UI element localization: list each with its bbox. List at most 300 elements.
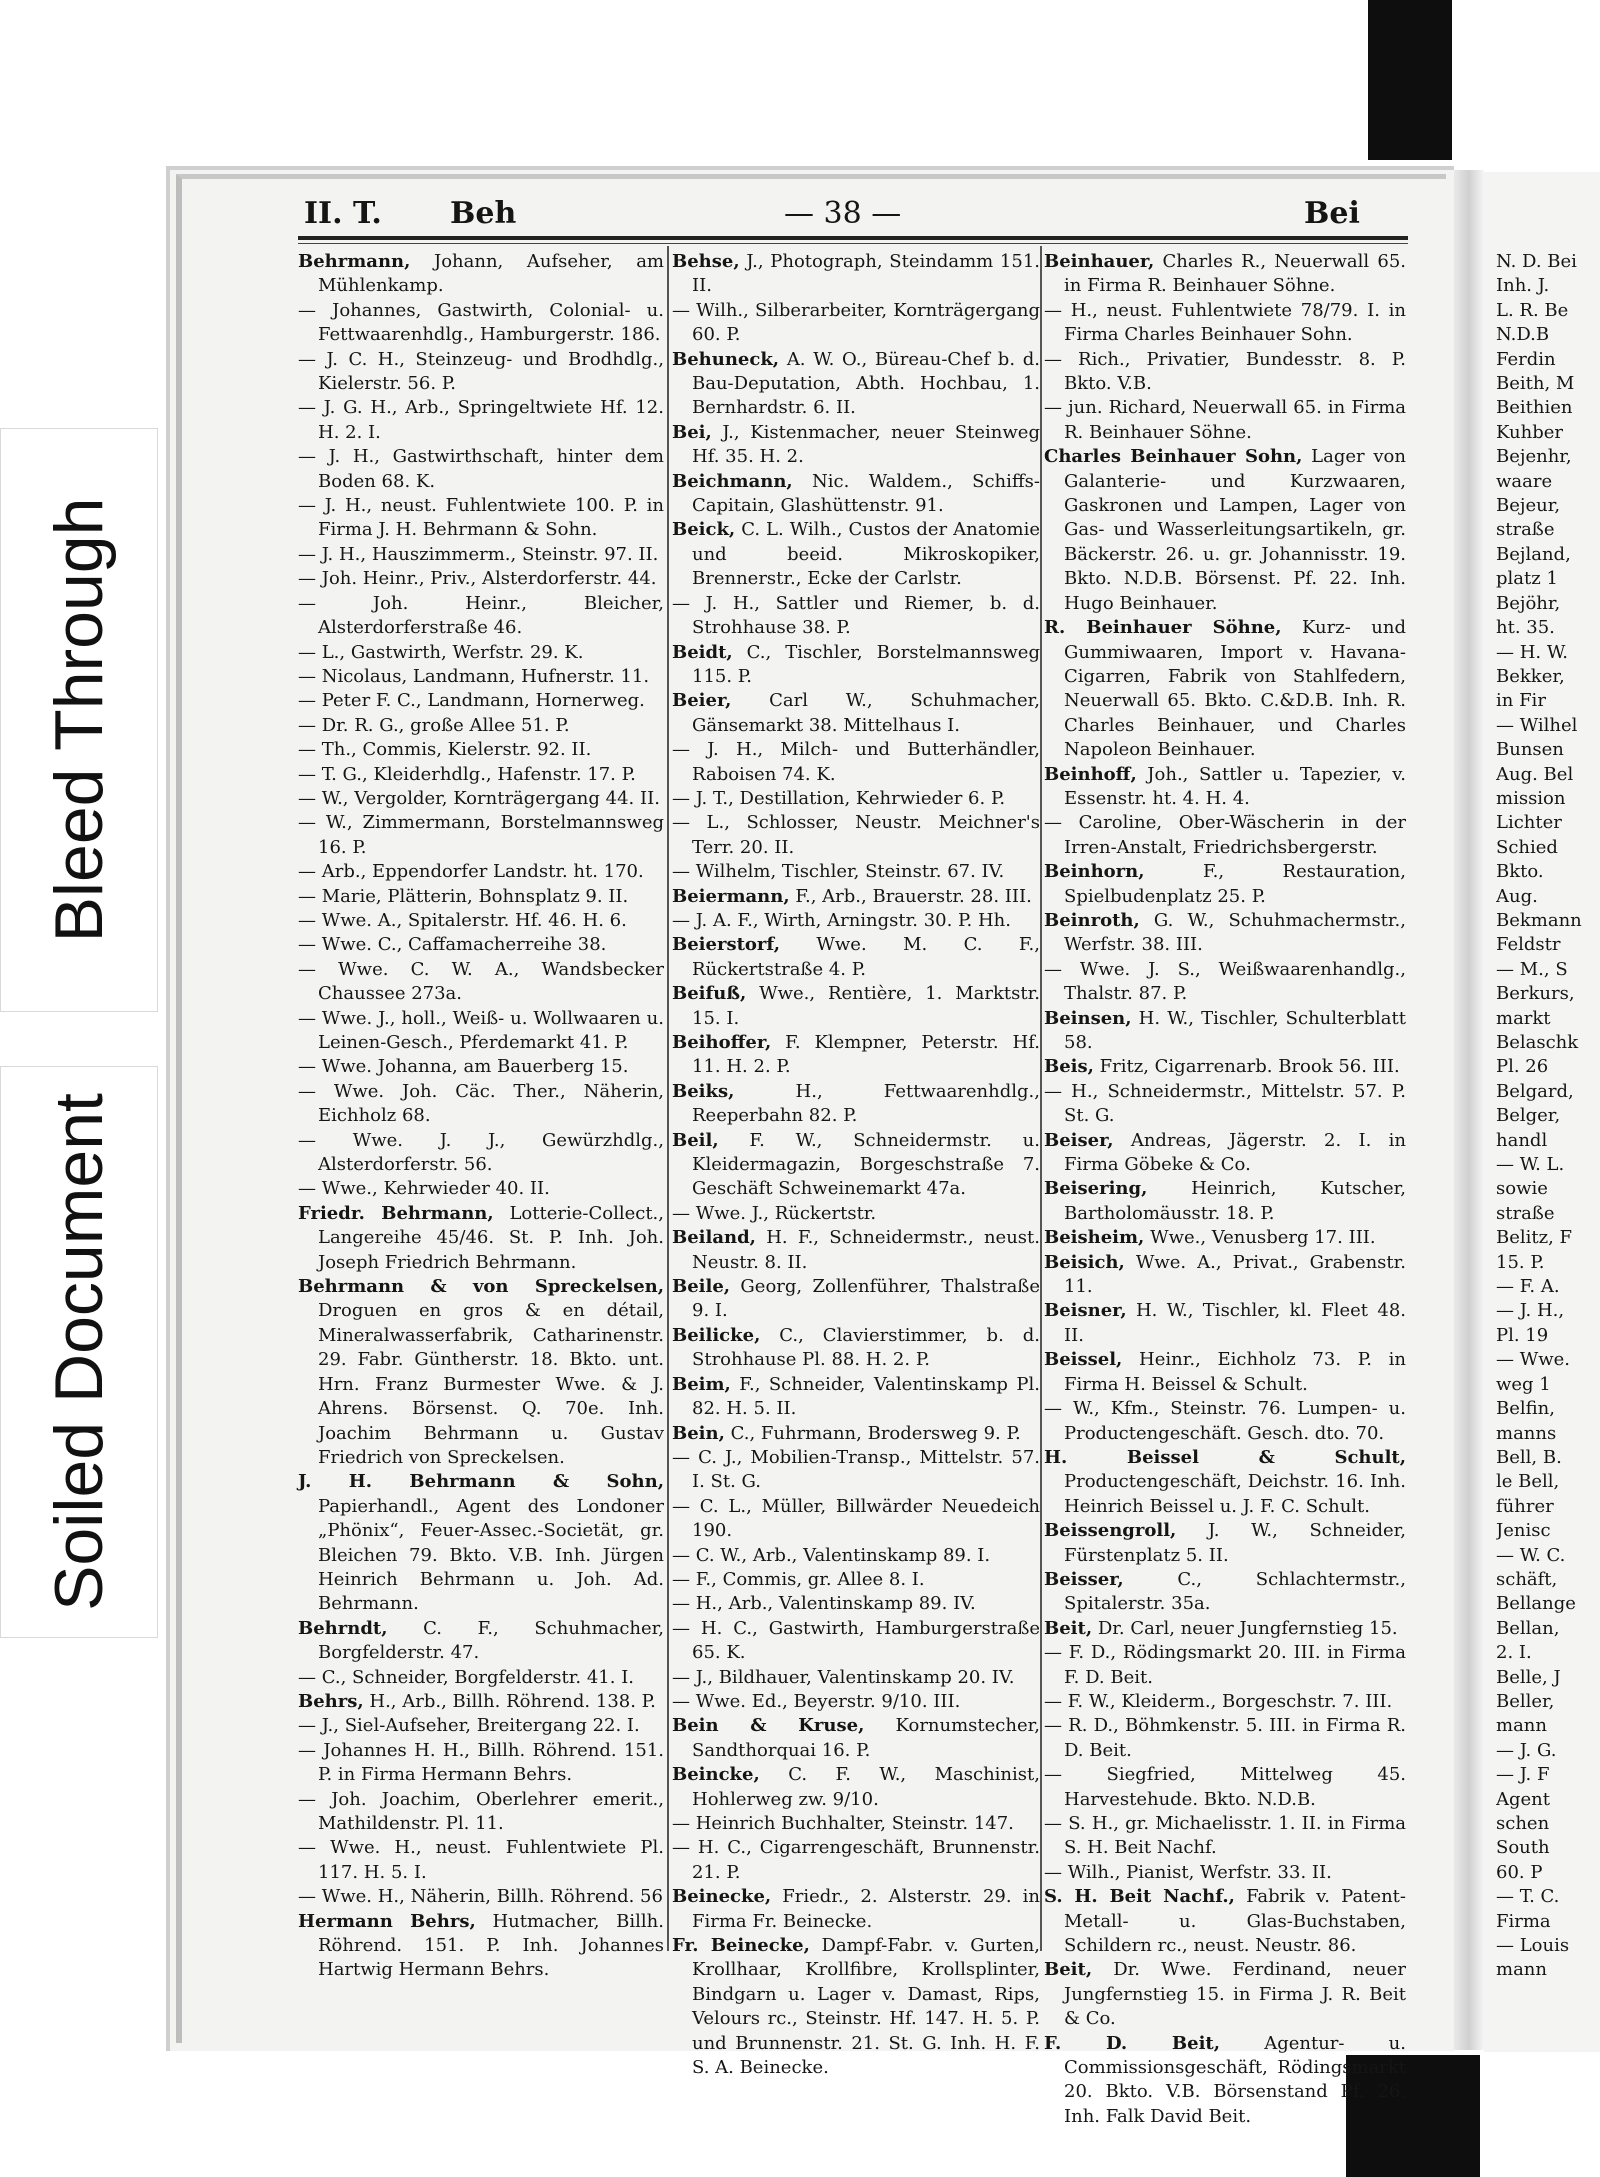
entry-name: Beinecke,: [672, 1886, 772, 1908]
directory-entry: [672, 1202, 1040, 1226]
directory-entry: [298, 1177, 664, 1201]
entry-text: — Peter F. C., Landmann, Hornerweg.: [298, 690, 645, 712]
directory-entry: schäft,: [1496, 1568, 1558, 1590]
directory-entry: Bekker,: [1496, 665, 1565, 687]
directory-entry: straße: [1496, 1202, 1555, 1224]
directory-entry: — M., S: [1496, 958, 1568, 980]
directory-entry: Bkto.: [1496, 861, 1544, 883]
directory-entry: — W. C.: [1496, 1544, 1566, 1566]
directory-entry: [672, 641, 1040, 690]
directory-entry: [298, 1836, 664, 1885]
directory-entry: [1044, 1641, 1406, 1690]
entry-text: — Siegfried, Mittelweg 45. Harvestehude. Bkto. N.D.B.: [1044, 1764, 1406, 1810]
entry-text: Papierhandl., Agent des Londoner „Phönix“, Feuer-Assec.-Societät, gr. Bleichen 79. Bkto. V.B. Inh. Jürgen Heinrich Behrmann u. Joh. Ad. Behrmann.: [318, 1495, 664, 1615]
entry-text: Wwe. A., Privat., Grabenstr. 11.: [1064, 1251, 1406, 1298]
entry-text: — S. H., gr. Michaelisstr. 1. II. in Firma S. H. Beit Nachf.: [1044, 1813, 1406, 1859]
entry-name: Beinhoff,: [1044, 763, 1137, 785]
directory-entry: [298, 763, 664, 787]
directory-entry: — J. G.: [1496, 1739, 1557, 1761]
directory-entry: [672, 982, 1040, 1031]
directory-entry: [298, 494, 664, 543]
directory-entry: [1044, 1177, 1406, 1226]
directory-entry: Beller,: [1496, 1690, 1555, 1712]
entry-text: — J. A. F., Wirth, Arningstr. 30. P. Hh.: [672, 909, 1011, 931]
directory-entry: Aug.: [1496, 885, 1538, 907]
directory-entry: [672, 1226, 1040, 1275]
entry-name: Beissel,: [1044, 1349, 1123, 1371]
directory-entry: [672, 1836, 1040, 1885]
entry-text: Droguen en gros & en détail, Mineralwasserfabrik, Catharinenstr. 29. Fabr. Güntherstr. 18. Bkto. unt. Hrn. Franz Burmester Wwe. & J. Ahrens. Börsenst. Q. 70e. Inh. Joachim Behrmann u. Gustav Friedrich von Spreckelsen.: [318, 1300, 664, 1468]
entry-text: C. F. W., Maschinist, Hohlerweg zw. 9/10.: [692, 1764, 1040, 1810]
header-right-word: Bei: [1304, 196, 1360, 231]
directory-entry: [1044, 1763, 1406, 1812]
directory-entry: Pl. 26: [1496, 1056, 1549, 1078]
directory-entry: [1044, 1690, 1406, 1714]
directory-entry: [672, 299, 1040, 348]
entry-text: — Dr. R. G., große Allee 51. P.: [298, 714, 570, 736]
directory-entry: [672, 1373, 1040, 1422]
directory-entry: South: [1496, 1837, 1550, 1859]
directory-entry: Bellange: [1496, 1593, 1576, 1615]
directory-entry: N. D. Bei: [1496, 251, 1577, 272]
directory-entry: Aug. Bel: [1496, 763, 1574, 785]
directory-entry: handl: [1496, 1129, 1548, 1151]
entry-text: — Arb., Eppendorfer Landstr. ht. 170.: [298, 861, 644, 883]
directory-entry: mann: [1496, 1715, 1547, 1737]
directory-entry: [672, 1812, 1040, 1836]
page-number: — 38 —: [784, 196, 902, 231]
entry-text: Dr. Carl, neuer Jungfernstieg 15.: [1097, 1617, 1398, 1639]
directory-entry: 60. P: [1496, 1861, 1543, 1883]
column-divider-1: [667, 246, 669, 1951]
directory-entry: [1044, 1812, 1406, 1861]
entry-text: F., Restauration, Spielbudenplatz 25. P.: [1064, 861, 1406, 907]
entry-text: — J. H., neust. Fuhlentwiete 100. P. in Firma J. H. Behrmann & Sohn.: [298, 495, 664, 541]
directory-entry: [1044, 2032, 1406, 2130]
entry-text: — Nicolaus, Landmann, Hufnerstr. 11.: [298, 665, 650, 687]
directory-entry: Pl. 19: [1496, 1324, 1549, 1346]
header-rule-thin: [298, 243, 1408, 244]
entry-name: Beidt,: [672, 641, 733, 663]
directory-entry: [298, 738, 664, 762]
directory-entry: [1044, 299, 1406, 348]
entry-name: Beiks,: [672, 1080, 735, 1102]
directory-entry: führer: [1496, 1495, 1554, 1517]
entry-text: — J. G. H., Arb., Springeltwiete Hf. 12. H. 2. I.: [298, 397, 664, 443]
entry-text: Carl W., Schuhmacher, Gänsemarkt 38. Mittelhaus I.: [692, 690, 1040, 736]
directory-entry: [1044, 1348, 1406, 1397]
entry-name: Behrndt,: [298, 1617, 388, 1639]
directory-entry: [298, 1202, 664, 1275]
directory-entry: Feldstr: [1496, 934, 1561, 956]
entry-text: — F., Commis, gr. Allee 8. I.: [672, 1568, 925, 1590]
entry-name: Beincke,: [672, 1764, 760, 1786]
entry-name: Beisering,: [1044, 1178, 1148, 1200]
entry-text: — F. W., Kleiderm., Borgeschstr. 7. III.: [1044, 1690, 1393, 1712]
directory-entry: [298, 1055, 664, 1079]
entry-text: J., Kistenmacher, neuer Steinweg Hf. 35. H. 2.: [692, 421, 1040, 468]
directory-entry: ht. 35.: [1496, 617, 1555, 639]
header-left-word: Beh: [450, 196, 517, 231]
directory-entry: [1044, 396, 1406, 445]
directory-entry: in Fir: [1496, 690, 1546, 712]
entry-text: — Heinrich Buchhalter, Steinstr. 147.: [672, 1813, 1014, 1834]
directory-entry: [1044, 445, 1406, 616]
entry-name: Beile,: [672, 1276, 731, 1298]
entry-text: Agentur- u. Commissionsgeschäft, Rödingsmarkt 20. Bkto. V.B. Börsenstand Pf. 26. Inh. Falk David Beit.: [1064, 2032, 1406, 2127]
directory-entry: [298, 811, 664, 860]
entry-text: — Wwe. A., Spitalerstr. Hf. 46. H. 6.: [298, 909, 627, 931]
entry-text: C. L. Wilh., Custos der Anatomie und beeid. Mikroskopiker, Brennerstr., Ecke der Carlstr.: [692, 519, 1040, 590]
entry-text: — J., Bildhauer, Valentinskamp 20. IV.: [672, 1666, 1015, 1688]
directory-entry: [298, 396, 664, 445]
entry-text: C., Tischler, Borstelmannsweg 115. P.: [692, 641, 1040, 687]
entry-text: — Wwe. H., neust. Fuhlentwiete Pl. 117. H. 5. I.: [298, 1837, 664, 1883]
directory-entry: [672, 1031, 1040, 1080]
directory-entry: [298, 592, 664, 641]
entry-text: — Joh. Heinr., Bleicher, Alsterdorferstraße 46.: [298, 592, 664, 639]
directory-entry: — H. W.: [1496, 641, 1568, 663]
entry-text: Johann, Aufseher, am Mühlenkamp.: [318, 251, 664, 297]
entry-name: Beis,: [1044, 1056, 1094, 1078]
directory-entry: [1044, 250, 1406, 299]
entry-name: Bei,: [672, 421, 712, 443]
directory-entry: — J. F: [1496, 1764, 1550, 1786]
directory-entry: [298, 1470, 664, 1616]
entry-name: Beissengroll,: [1044, 1520, 1177, 1542]
entry-name: J. H. Behrmann & Sohn,: [298, 1471, 664, 1493]
directory-entry: Belger,: [1496, 1105, 1561, 1127]
entry-text: — C. W., Arb., Valentinskamp 89. I.: [672, 1544, 991, 1566]
entry-text: — J. H., Gastwirthschaft, hinter dem Boden 68. K.: [298, 446, 664, 492]
directory-entry: [298, 445, 664, 494]
entry-text: H. W., Tischler, kl. Fleet 48. II.: [1064, 1300, 1406, 1346]
soiled-document-label: [0, 1066, 158, 1638]
directory-entry: [298, 299, 664, 348]
directory-entry: weg 1: [1496, 1373, 1551, 1395]
directory-entry: Lichter: [1496, 812, 1562, 834]
directory-entry: [1044, 1885, 1406, 1958]
entry-text: — W., Kfm., Steinstr. 76. Lumpen- u. Productengeschäft. Gesch. dto. 70.: [1044, 1398, 1406, 1444]
entry-name: Friedr. Behrmann,: [298, 1202, 494, 1224]
entry-text: — C. J., Mobilien-Transp., Mittelstr. 57. I. St. G.: [672, 1446, 1040, 1493]
directory-entry: [672, 933, 1040, 982]
directory-entry: [298, 1690, 664, 1714]
entry-text: Wwe., Venusberg 17. III.: [1150, 1227, 1376, 1249]
entry-text: Wwe. M. C. F., Rückertstraße 4. P.: [692, 934, 1040, 980]
directory-entry: [1044, 1861, 1406, 1885]
directory-entry: Belgard,: [1496, 1080, 1574, 1102]
bleed-through-label: [0, 428, 158, 1012]
directory-entry: [298, 1714, 664, 1738]
entry-name: Beit,: [1044, 1617, 1093, 1639]
entry-text: F., Schneider, Valentinskamp Pl. 82. H. 5. II.: [692, 1373, 1040, 1420]
entry-name: Behrmann,: [298, 251, 411, 272]
entry-text: Nic. Waldem., Schiffs-Capitain, Glashüttenstr. 91.: [692, 470, 1040, 517]
entry-text: Productengeschäft, Deichstr. 16. Inh. Heinrich Beissel u. J. F. C. Schult.: [1064, 1471, 1406, 1517]
entry-text: — H., neust. Fuhlentwiete 78/79. I. in Firma Charles Beinhauer Sohn.: [1044, 299, 1406, 346]
entry-name: Fr. Beinecke,: [672, 1935, 810, 1957]
entry-text: — R. D., Böhmkenstr. 5. III. in Firma R. D. Beit.: [1044, 1715, 1406, 1761]
directory-entry: [298, 543, 664, 567]
directory-entry: [672, 1324, 1040, 1373]
entry-text: — H., Arb., Valentinskamp 89. IV.: [672, 1593, 976, 1615]
directory-entry: [1044, 811, 1406, 860]
entry-name: Beinsen,: [1044, 1007, 1132, 1029]
directory-entry: [1044, 1958, 1406, 2031]
directory-entry: [298, 1129, 664, 1178]
entry-text: — Wwe. J., Rückertstr.: [672, 1202, 877, 1224]
entry-text: Joh., Sattler u. Tapezier, v. Essenstr. ht. 4. H. 4.: [1064, 763, 1406, 809]
page-gutter: [1454, 170, 1484, 2050]
bleed-through-text: Bleed Through: [41, 497, 117, 943]
directory-entry: — Wilhel: [1496, 714, 1578, 736]
directory-entry: [298, 714, 664, 738]
directory-entry: [298, 1666, 664, 1690]
directory-entry: [672, 421, 1040, 470]
entry-name: Beiland,: [672, 1227, 756, 1249]
entry-text: A. W. O., Büreau-Chef b. d. Bau-Deputation, Abth. Hochbau, 1. Bernhardstr. 6. II.: [692, 348, 1041, 419]
entry-text: H. W., Tischler, Schulterblatt 58.: [1064, 1007, 1406, 1053]
directory-entry: mission: [1496, 787, 1566, 809]
directory-entry: [298, 909, 664, 933]
directory-entry: [1044, 763, 1406, 812]
directory-entry: Agent: [1496, 1788, 1550, 1810]
directory-entry: [672, 348, 1040, 421]
entry-name: Beifuß,: [672, 983, 747, 1005]
directory-entry: [298, 933, 664, 957]
directory-entry: — T. C.: [1496, 1886, 1560, 1908]
entry-text: — H., Schneidermstr., Mittelstr. 57. P. St. G.: [1044, 1080, 1406, 1127]
directory-entry: platz 1: [1496, 568, 1558, 590]
directory-entry: — J. H.,: [1496, 1300, 1565, 1322]
entry-text: Charles R., Neuerwall 65. in Firma R. Beinhauer Söhne.: [1064, 251, 1406, 297]
entry-text: — Wwe. H., Näherin, Billh. Röhrend. 56: [298, 1886, 663, 1908]
directory-entry: [1044, 1617, 1406, 1641]
entry-text: — Wwe. J., holl., Weiß- u. Wollwaaren u. Leinen-Gesch., Pferdemarkt 41. P.: [298, 1007, 664, 1053]
directory-entry: [298, 1080, 664, 1129]
directory-entry: Beith, M: [1496, 373, 1575, 395]
directory-entry: waare: [1496, 470, 1553, 492]
entry-text: Kurz- und Gummiwaaren, Import v. Havana-Cigarren, Fabrik von Stahlfedern, Neuerwall 65. Bkto. C.&D.B. Inh. R. Charles Beinhauer, und Charles Napoleon Beinhauer.: [1064, 617, 1406, 761]
directory-entry: [1044, 1055, 1406, 1079]
entry-text: Andreas, Jägerstr. 2. I. in Firma Göbeke & Co.: [1064, 1129, 1406, 1176]
directory-entry: 2. I.: [1496, 1642, 1532, 1664]
entry-text: — Wwe., Kehrwieder 40. II.: [298, 1178, 550, 1200]
directory-entry: [1044, 1226, 1406, 1250]
directory-entry: [672, 1763, 1040, 1812]
entry-text: — J. H., Hauszimmerm., Steinstr. 97. II.: [298, 543, 659, 565]
directory-entry: [672, 592, 1040, 641]
entry-text: — H. C., Cigarrengeschäft, Brunnenstr. 21. P.: [672, 1837, 1040, 1883]
directory-entry: Beithien: [1496, 397, 1573, 419]
directory-entry: [298, 958, 664, 1007]
entry-text: — Wilhelm, Tischler, Steinstr. 67. IV.: [672, 861, 1005, 883]
entry-text: Dr. Wwe. Ferdinand, neuer Jungfernstieg 15. in Firma J. R. Beit & Co.: [1064, 1959, 1406, 2030]
directory-entry: — W. L.: [1496, 1154, 1565, 1176]
entry-text: — C. L., Müller, Billwärder Neuedeich 190.: [672, 1495, 1040, 1542]
entry-name: Beisheim,: [1044, 1227, 1145, 1249]
directory-entry: straße: [1496, 519, 1555, 541]
entry-name: Behrmann & von Spreckelsen,: [298, 1276, 664, 1298]
directory-entry: Bejland,: [1496, 543, 1571, 565]
directory-entry: Bunsen: [1496, 739, 1564, 761]
entry-name: Beick,: [672, 519, 736, 541]
directory-entry: [298, 250, 664, 299]
directory-entry: Bejenhr,: [1496, 446, 1572, 468]
directory-entry: Inh. J.: [1496, 275, 1550, 297]
directory-entry: [298, 665, 664, 689]
entry-text: F. W., Schneidermstr. u. Kleidermagazin, Borgeschstraße 7. Geschäft Schweinemarkt 47a.: [692, 1129, 1040, 1200]
directory-entry: [672, 1690, 1040, 1714]
directory-entry: sowie: [1496, 1178, 1548, 1200]
directory-entry: [672, 1544, 1040, 1568]
entry-name: Beilicke,: [672, 1324, 761, 1346]
entry-text: — Caroline, Ober-Wäscherin in der Irren-Anstalt, Friedrichsbergerstr.: [1044, 812, 1406, 858]
entry-text: — Wwe. Joh. Cäc. Ther., Näherin, Eichholz 68.: [298, 1080, 664, 1127]
entry-text: — Joh. Heinr., Priv., Alsterdorferstr. 44.: [298, 568, 657, 590]
directory-entry: schen: [1496, 1813, 1550, 1834]
entry-name: Charles Beinhauer Sohn,: [1044, 446, 1303, 468]
entry-text: G. W., Schuhmachermstr., Werfstr. 38. III.: [1064, 909, 1406, 956]
entry-text: — W., Zimmermann, Borstelmannsweg 16. P.: [298, 812, 664, 858]
directory-entry: [298, 567, 664, 591]
entry-text: — Wwe. C., Caffamacherreihe 38.: [298, 934, 607, 956]
header-section: II. T.: [304, 196, 382, 231]
header-rule: [298, 236, 1408, 240]
directory-entry: Berkurs,: [1496, 983, 1575, 1005]
entry-text: F. Klempner, Peterstr. Hf. 11. H. 2. P.: [692, 1032, 1040, 1078]
directory-entry: [298, 1275, 664, 1470]
entry-name: Beichmann,: [672, 470, 793, 492]
entry-text: — J. T., Destillation, Kehrwieder 6. P.: [672, 787, 1006, 809]
entry-text: — J. H., Sattler und Riemer, b. d. Strohhause 38. P.: [672, 592, 1040, 639]
directory-entry: [672, 1422, 1040, 1446]
directory-entry: — Louis: [1496, 1935, 1570, 1957]
directory-entry: [1044, 1519, 1406, 1568]
directory-entry: [672, 1934, 1040, 2080]
entry-text: — T. G., Kleiderhdlg., Hafenstr. 17. P.: [298, 763, 636, 785]
entry-text: — C., Schneider, Borgfelderstr. 41. I.: [298, 1666, 635, 1688]
entry-name: Beit,: [1044, 1959, 1093, 1981]
directory-entry: [672, 1592, 1040, 1616]
directory-entry: [298, 787, 664, 811]
directory-entry: [1044, 1080, 1406, 1129]
directory-entry: [298, 885, 664, 909]
directory-entry: [672, 1714, 1040, 1763]
column-1: [298, 250, 664, 1983]
directory-entry: [672, 250, 1040, 299]
entry-name: Beisich,: [1044, 1251, 1125, 1273]
directory-entry: Bejöhr,: [1496, 592, 1561, 614]
directory-entry: [1044, 1129, 1406, 1178]
directory-entry: [672, 1617, 1040, 1666]
directory-entry: manns: [1496, 1422, 1557, 1444]
entry-text: Wwe., Rentière, 1. Marktstr. 15. I.: [692, 983, 1040, 1029]
entry-text: C., Schlachtermstr., Spitalerstr. 35a.: [1064, 1568, 1406, 1615]
entry-name: S. H. Beit Nachf.,: [1044, 1886, 1235, 1908]
entry-name: H. Beissel & Schult,: [1044, 1446, 1406, 1468]
entry-text: H. F., Schneidermstr., neust. Neustr. 8. II.: [692, 1227, 1040, 1273]
page-header: [304, 196, 1404, 236]
directory-entry: [672, 1129, 1040, 1202]
entry-text: — H. C., Gastwirth, Hamburgerstraße 65. K.: [672, 1617, 1040, 1664]
entry-text: Fabrik v. Patent-Metall- u. Glas-Buchstaben, Schildern rc., neust. Neustr. 86.: [1064, 1886, 1406, 1957]
entry-name: Behuneck,: [672, 348, 780, 370]
column-3: [1044, 250, 1406, 2129]
directory-entry: [298, 641, 664, 665]
directory-entry: Schied: [1496, 836, 1558, 858]
column-4-partial: [1496, 250, 1600, 1983]
directory-entry: [298, 1885, 664, 1909]
entry-text: — Wwe. J. S., Weißwaarenhandlg., Thalstr. 87. P.: [1044, 958, 1406, 1005]
directory-entry: [672, 1666, 1040, 1690]
entry-text: — Th., Commis, Kielerstr. 92. II.: [298, 739, 592, 761]
directory-entry: markt: [1496, 1007, 1551, 1029]
entry-name: Beihoffer,: [672, 1032, 772, 1053]
directory-entry: [298, 689, 664, 713]
entry-text: J. W., Schneider, Fürstenplatz 5. II.: [1064, 1520, 1406, 1566]
entry-text: Heinrich, Kutscher, Bartholomäusstr. 18. P.: [1064, 1178, 1406, 1224]
entry-name: Beinhorn,: [1044, 861, 1145, 883]
directory-entry: Jenisc: [1496, 1520, 1551, 1542]
directory-entry: 15. P.: [1496, 1251, 1545, 1273]
soiled-document-text: Soiled Document: [41, 1093, 117, 1611]
entry-text: — Joh. Joachim, Oberlehrer emerit., Mathildenstr. Pl. 11.: [298, 1788, 664, 1834]
entry-text: — Wilh., Pianist, Werfstr. 33. II.: [1044, 1861, 1332, 1883]
entry-text: — Johannes, Gastwirth, Colonial- u. Fettwaarenhdlg., Hamburgerstr. 186.: [298, 299, 664, 346]
entry-name: Bein,: [672, 1422, 725, 1444]
directory-entry: [672, 885, 1040, 909]
directory-entry: [672, 1080, 1040, 1129]
entry-text: — Wwe. J. J., Gewürzhdlg., Alsterdorferstr. 56.: [298, 1129, 664, 1176]
directory-entry: Ferdin: [1496, 348, 1556, 370]
entry-text: J., Photograph, Steindamm 151. II.: [692, 251, 1040, 297]
directory-entry: Firma: [1496, 1910, 1551, 1932]
entry-text: Hutmacher, Billh. Röhrend. 151. P. Inh. Johannes Hartwig Hermann Behrs.: [318, 1910, 664, 1981]
entry-name: Beierstorf,: [672, 934, 780, 956]
entry-name: Beisser,: [1044, 1568, 1124, 1590]
entry-text: — Wilh., Silberarbeiter, Kornträgergang 60. P.: [672, 299, 1040, 346]
directory-entry: Bell, B.: [1496, 1446, 1562, 1468]
directory-entry: [1044, 348, 1406, 397]
directory-entry: [1044, 958, 1406, 1007]
directory-entry: mann: [1496, 1959, 1547, 1981]
directory-entry: Belitz, F: [1496, 1227, 1573, 1249]
entry-name: Beier,: [672, 690, 732, 712]
entry-text: — J., Siel-Aufseher, Breitergang 22. I.: [298, 1715, 640, 1737]
directory-entry: [298, 1617, 664, 1666]
entry-text: — J. H., Milch- und Butterhändler, Raboisen 74. K.: [672, 739, 1040, 785]
entry-text: — Wwe. Johanna, am Bauerberg 15.: [298, 1056, 629, 1078]
entry-name: Beinhauer,: [1044, 251, 1155, 272]
entry-text: Fritz, Cigarrenarb. Brook 56. III.: [1099, 1056, 1400, 1078]
entry-text: Friedr., 2. Alsterstr. 29. in Firma Fr. Beinecke.: [692, 1886, 1040, 1932]
directory-entry: [672, 1275, 1040, 1324]
entry-text: — F. D., Rödingsmarkt 20. III. in Firma F. D. Beit.: [1044, 1642, 1406, 1688]
entry-text: H., Arb., Billh. Röhrend. 138. P.: [369, 1690, 656, 1712]
directory-entry: [1044, 1568, 1406, 1617]
directory-entry: [298, 348, 664, 397]
column-divider-2: [1040, 246, 1042, 1951]
entry-name: Bein & Kruse,: [672, 1715, 865, 1737]
entry-text: C. F., Schuhmacher, Borgfelderstr. 47.: [318, 1617, 664, 1664]
entry-text: C., Clavierstimmer, b. d. Strohhause Pl. 88. H. 2. P.: [692, 1324, 1040, 1371]
directory-entry: Belaschk: [1496, 1032, 1579, 1053]
entry-text: Kornumstecher, Sandthorquai 16. P.: [692, 1715, 1040, 1761]
entry-text: Lotterie-Collect., Langereihe 45/46. St. P. Inh. Joh. Joseph Friedrich Behrmann.: [318, 1202, 664, 1273]
directory-entry: [1044, 1446, 1406, 1519]
